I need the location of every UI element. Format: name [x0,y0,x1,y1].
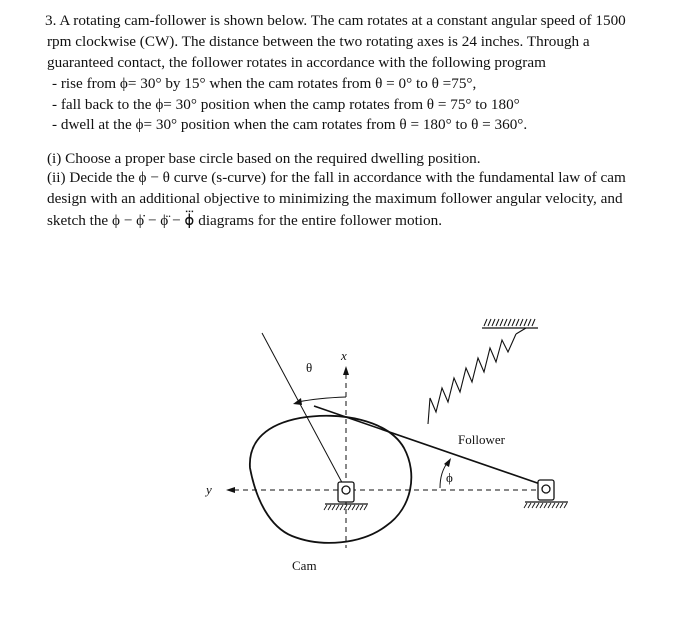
x-axis-arrow [343,366,349,375]
spring-anchor-line [516,328,526,334]
follower-arm [314,406,546,486]
cam-reference-line [262,333,346,490]
problem-line-1: 3. A rotating cam-follower is shown below. The cam rotates at a constant angular speed of 1500 [45,12,626,29]
cam-label: Cam [292,558,317,573]
problem-line-3: guaranteed contact, the follower rotates in accordance with the following program [47,54,546,71]
spring-ground-hatch [484,319,535,326]
return-spring [428,334,516,424]
question-i: (i) Choose a proper base circle based on the required dwelling position. [47,150,481,167]
program-item-fall: - fall back to the ϕ= 30° position when the camp rotates from θ = 75° to 180° [52,96,520,113]
follower-ground-hatch [524,503,567,508]
y-axis-arrow [226,487,235,493]
theta-arc [298,397,346,402]
x-axis-label: x [341,348,347,363]
y-axis-label: y [206,482,212,497]
cam-pivot-pin [342,486,350,494]
phi-label: ϕ [446,470,453,485]
theta-label: θ [306,360,313,375]
program-item-dwell: - dwell at the ϕ= 30° position when the cam rotates from θ = 180° to θ = 360°. [52,116,528,133]
follower-pivot-pin [542,485,550,493]
program-item-rise: - rise from ϕ= 30° by 15° when the cam rotates from θ = 0° to θ =75°, [52,75,477,92]
cam-profile [250,416,411,543]
question-ii-line-1: (ii) Decide the ϕ − θ curve (s-curve) for the fall in accordance with the fundamental law of cam [47,169,626,186]
question-ii-line-3: sketch the ϕ − ϕ̇ − ϕ̈ − ϕ⃛ diagrams for the entire follower motion. [47,212,442,229]
question-ii-line-2: design with an additional objective to minimizing the maximum follower angular velocity, and [47,190,623,207]
problem-line-2: rpm clockwise (CW). The distance between the two rotating axes is 24 inches. Through a [47,33,590,50]
follower-label: Follower [458,432,505,447]
